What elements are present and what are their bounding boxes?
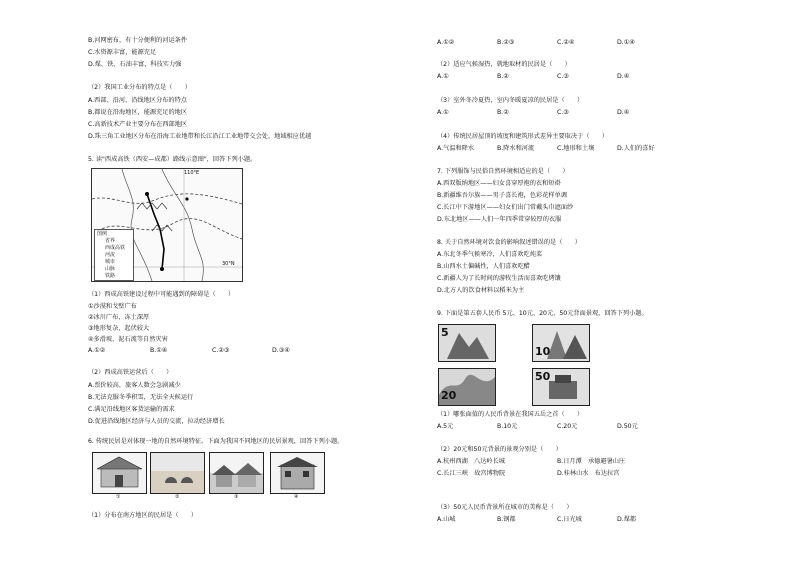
q6-1-stem: （1）分布在南方地区的民居是（ ） — [88, 512, 198, 519]
banknote-20-numeral: 20 — [441, 389, 457, 402]
photo-caption-2: ② — [175, 494, 180, 500]
dwelling-photo-4 — [270, 452, 325, 494]
q8-option-d: D.北方人的饮食材料以稻米为主 — [437, 287, 525, 294]
q8-option-c: C.新疆人为了长时间的游牧生活而喜欢吃烤馕 — [437, 275, 561, 282]
q5-2-option-b: B.无法克服冬季积雪，无法全天候运行 — [88, 394, 194, 401]
q8-option-a: A.东北冬季气候寒冷，人们喜欢吃炖菜 — [437, 251, 543, 258]
banknote-10-numeral: 10 — [535, 345, 551, 358]
dwelling-3-graphic — [210, 453, 263, 493]
q9-1-choice-a: A.5元 — [437, 423, 454, 430]
q6-1-choice-a: A.①② — [437, 39, 455, 46]
map-latitude-label: 30°N — [222, 261, 235, 267]
q6-2-choice-a: A.① — [437, 73, 449, 80]
q5-1-choice-a: A.①② — [88, 347, 106, 354]
q5-1-choice-b: B.①④ — [150, 347, 168, 354]
photo-caption-4: ④ — [294, 494, 299, 500]
q9-stem: 9. 下面是第五套人民币 5元、10元、20元、50元背面景观，回答下列小题。 — [437, 310, 648, 317]
banknote-10 — [532, 324, 590, 362]
legend-title: 图例 — [97, 231, 108, 237]
legend-river: 河流 — [105, 252, 116, 258]
q4-2-option-b: B.都说在沿海地区，能源充足的地区 — [88, 109, 188, 116]
q5-stem: 5. 读"西成高铁（西安—成都）路线示意图"，回答下列小题。 — [88, 156, 257, 163]
q9-1-stem: （1）哪张面值的人民币背景在我国五岳之首（ ） — [437, 411, 584, 418]
q5-1-item-1: ①沙漠和戈壁广布 — [88, 303, 137, 310]
q6-2-stem: （2）适应气候湿热，就地取材的民居是（ ） — [437, 61, 571, 68]
q6-3-choice-d: D.④ — [617, 109, 630, 116]
q6-1-choice-c: C.②④ — [557, 39, 575, 46]
photo-caption-3: ③ — [234, 494, 239, 500]
q4-2-stem: （2）我国工业分布的特点是（ ） — [88, 84, 191, 91]
q6-1-choice-d: D.①④ — [617, 39, 635, 46]
q9-3-choice-c: C.日光城 — [557, 516, 582, 523]
q9-3-choice-b: B.钢都 — [497, 516, 516, 523]
map-longitude-label: 110°E — [184, 170, 200, 176]
q5-1-choice-d: D.③④ — [272, 347, 290, 354]
q5-2-stem: （2）西成高铁运营后（ ） — [88, 369, 173, 376]
q6-3-choice-b: B.② — [497, 109, 509, 116]
q5-1-stem: （1）西成高铁建设过程中可能遇到的障碍是（ ） — [88, 291, 235, 298]
q5-2-option-c: C.满足沿线地区客货运输的需求 — [88, 406, 175, 413]
q6-2-choice-c: C.③ — [557, 73, 569, 80]
banknote-5 — [438, 324, 496, 362]
q4-2-option-d: D.珠三角工业地区分布在沿海工业地带和长江沿江工业地带交会处，地域相应优越 — [88, 133, 312, 140]
q9-2-option-b: B.日月潭 承德避暑山庄 — [557, 458, 626, 465]
q6-3-stem: （3）室外冬冷夏热，室内冬暖夏凉的民居是（ ） — [437, 97, 584, 104]
q9-3-stem: （3）50元人民币背景所在城市的美称是（ ） — [437, 504, 573, 511]
banknote-20 — [438, 368, 496, 406]
q7-option-a: A.西双版纳地区——妇女喜穿厚袍的衣和短褂 — [437, 180, 561, 187]
q6-4-stem: （4）传统民居屋顶的坡度和建筑形式差异主要取决于（ ） — [437, 133, 608, 140]
q5-1-choice-c: C.②③ — [212, 347, 230, 354]
legend-mountain: 山脉 — [105, 266, 116, 272]
q4-option-b: B.河网密布，有十分便利的河运条件 — [88, 37, 188, 44]
q6-2-choice-d: D.④ — [617, 73, 630, 80]
legend-border: 省界 — [105, 238, 116, 244]
q9-2-option-a: A.杭州西湖 八达岭长城 — [437, 458, 505, 465]
q4-option-d: D.煤、铁、石油丰富，科技实力强 — [88, 61, 182, 68]
q9-3-choice-a: A.山城 — [437, 516, 456, 523]
q4-2-option-c: C.高新技术产业主要分布在西部地区 — [88, 121, 188, 128]
q5-2-option-a: A.票价较高，旅客人数会急剧减少 — [88, 382, 181, 389]
banknote-5-numeral: 5 — [441, 326, 449, 339]
q5-1-item-3: ③地形复杂，起伏较大 — [88, 325, 150, 332]
q7-option-c: C.长江中下游地区——妇女们出门常戴头巾遮面纱 — [437, 204, 574, 211]
q6-4-choice-c: C.地形和土壤 — [557, 145, 595, 152]
q6-4-choice-d: D.人们的喜好 — [617, 145, 655, 152]
q7-option-b: B.新疆维吾尔族——男子喜长袍，色彩花样单调 — [437, 192, 567, 199]
photo-caption-1: ① — [116, 494, 121, 500]
dwelling-photo-1 — [92, 452, 147, 494]
dwelling-4-graphic — [271, 453, 324, 493]
banknote-50 — [532, 368, 590, 406]
q8-option-b: B.山西水土偏碱性，人们喜欢吃醋 — [437, 263, 530, 270]
q6-2-choice-b: B.② — [497, 73, 509, 80]
q6-1-choice-b: B.②③ — [497, 39, 515, 46]
q8-stem: 8. 关于自然环境对饮食的影响叙述错误的是（ ） — [437, 239, 581, 246]
q6-3-choice-a: A.① — [437, 109, 449, 116]
map-legend — [94, 229, 134, 281]
legend-railway: 西成高铁 — [105, 245, 126, 251]
q9-1-choice-b: B.10元 — [497, 423, 518, 430]
q5-1-item-4: ④多滑坡，泥石流等自然灾害 — [88, 336, 168, 343]
q9-1-choice-d: D.50元 — [617, 423, 638, 430]
legend-city: 城市 — [105, 259, 116, 265]
q5-2-option-d: D.促进沿线地区经济与人员的交流，拉动经济增长 — [88, 418, 225, 425]
q6-4-choice-a: A.气温和降水 — [437, 145, 475, 152]
q9-1-choice-c: C.20元 — [557, 423, 578, 430]
legend-track: 铁路 — [105, 273, 116, 279]
railway-map — [91, 168, 243, 282]
q4-2-option-a: A.西部、沿河、沿线地区分布的特点 — [88, 97, 187, 104]
q9-2-option-d: D.桂林山水 布达拉宫 — [557, 470, 620, 477]
q5-1-item-2: ②冰川广布，冻土深厚 — [88, 314, 150, 321]
dwelling-photo-2 — [150, 452, 205, 494]
q9-2-stem: （2）20元和50元背景的景观分别是（ ） — [437, 446, 562, 453]
q6-stem: 6. 传统民居是对体现一地的自然环境特征。下面为我国不同地区的民居景观，回答下列小题。 — [88, 438, 344, 445]
dwelling-2-graphic — [151, 453, 204, 493]
q4-option-c: C.水资源丰富，能源充足 — [88, 49, 157, 56]
q6-3-choice-c: C.③ — [557, 109, 569, 116]
q6-4-choice-b: B.降水和河流 — [497, 145, 535, 152]
dwelling-photo-3 — [209, 452, 264, 494]
q9-2-option-c: C.长江三峡 故宫博物院 — [437, 470, 506, 477]
q7-option-d: D.东北地区——人们一年四季常穿较厚的衣服 — [437, 216, 562, 223]
q7-stem: 7. 下列服饰与民俗自然环境相适应的是（ ） — [437, 168, 569, 175]
banknote-50-numeral: 50 — [535, 370, 551, 383]
q9-3-choice-d: D.煤都 — [617, 516, 637, 523]
dwelling-1-graphic — [93, 453, 146, 493]
